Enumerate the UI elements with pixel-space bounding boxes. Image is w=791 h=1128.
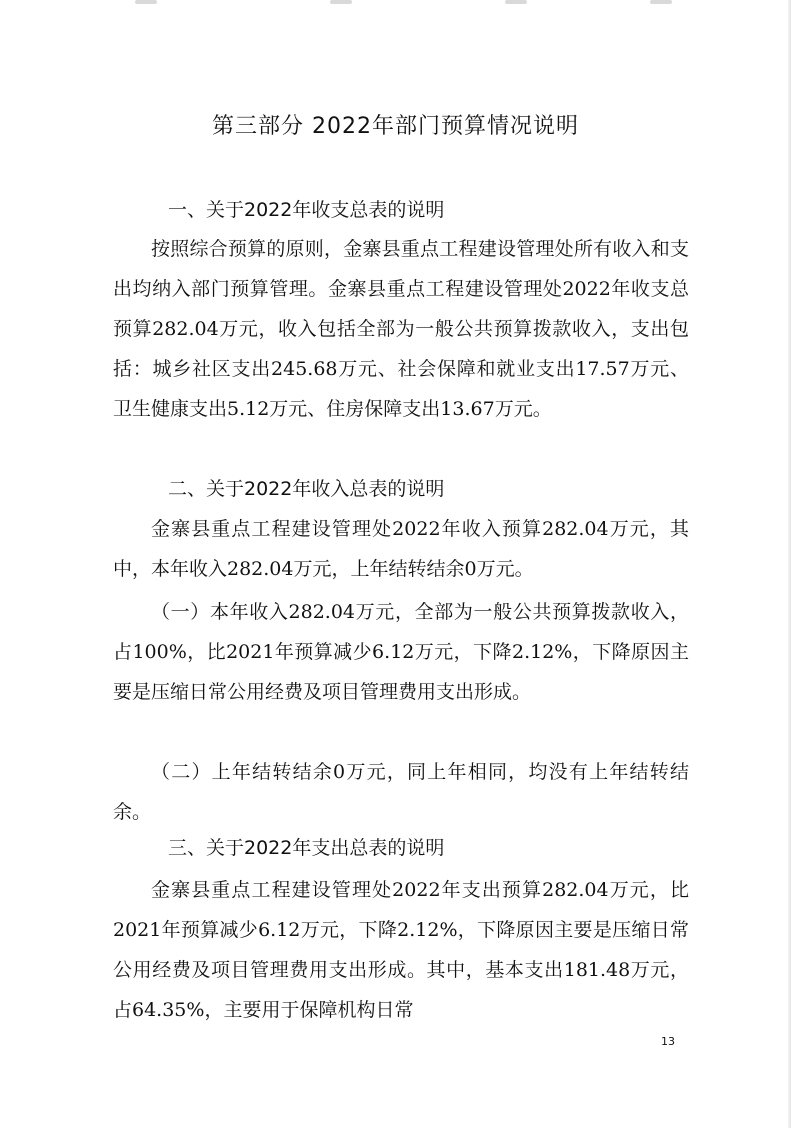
paragraph-expense-overview: 金寨县重点工程建设管理处2022年支出预算282.04万元，比2021年预算减少6.12万元，下降2.12%，下降原因主要是压缩日常公用经费及项目管理费用支出形成。其中，基本支出181.48万元，占64.35%，主要用于保障机构日常 [113, 879, 689, 1021]
paragraph-current-year-income: （一）本年收入282.04万元，全部为一般公共预算拨款收入，占100%，比2021年预算减少6.12万元，下降2.12%，下降原因主要是压缩日常公用经费及项目管理费用支出形成。 [113, 601, 689, 703]
section-heading-income-expense-summary: 一、关于2022年收支总表的说明 [168, 199, 445, 221]
section-heading-expense-summary: 三、关于2022年支出总表的说明 [168, 837, 445, 859]
section-heading-income-summary: 二、关于2022年收入总表的说明 [168, 478, 445, 500]
page-number: 13 [661, 1035, 675, 1048]
scan-mark [505, 0, 527, 4]
scan-edge-marks [0, 0, 791, 6]
page-title: 第三部分 2022年部门预算情况说明 [212, 114, 579, 139]
scan-mark [135, 0, 157, 4]
paragraph-income-overview: 金寨县重点工程建设管理处2022年收入预算282.04万元，其中，本年收入282.04万元，上年结转结余0万元。 [113, 518, 689, 580]
paragraph-income-expense-summary: 按照综合预算的原则，金寨县重点工程建设管理处所有收入和支出均纳入部门预算管理。金寨县重点工程建设管理处2022年收支总预算282.04万元，收入包括全部为一般公共预算拨款收入，支出包括：城乡社区支出245.68万元、社会保障和就业支出17.57万元、卫生健康支出5.12万元、住房保障支出13.67万元。 [113, 238, 689, 420]
scan-mark [330, 0, 352, 4]
paragraph-carryover-balance: （二）上年结转结余0万元，同上年相同，均没有上年结转结余。 [113, 761, 689, 823]
scan-mark [650, 0, 672, 4]
